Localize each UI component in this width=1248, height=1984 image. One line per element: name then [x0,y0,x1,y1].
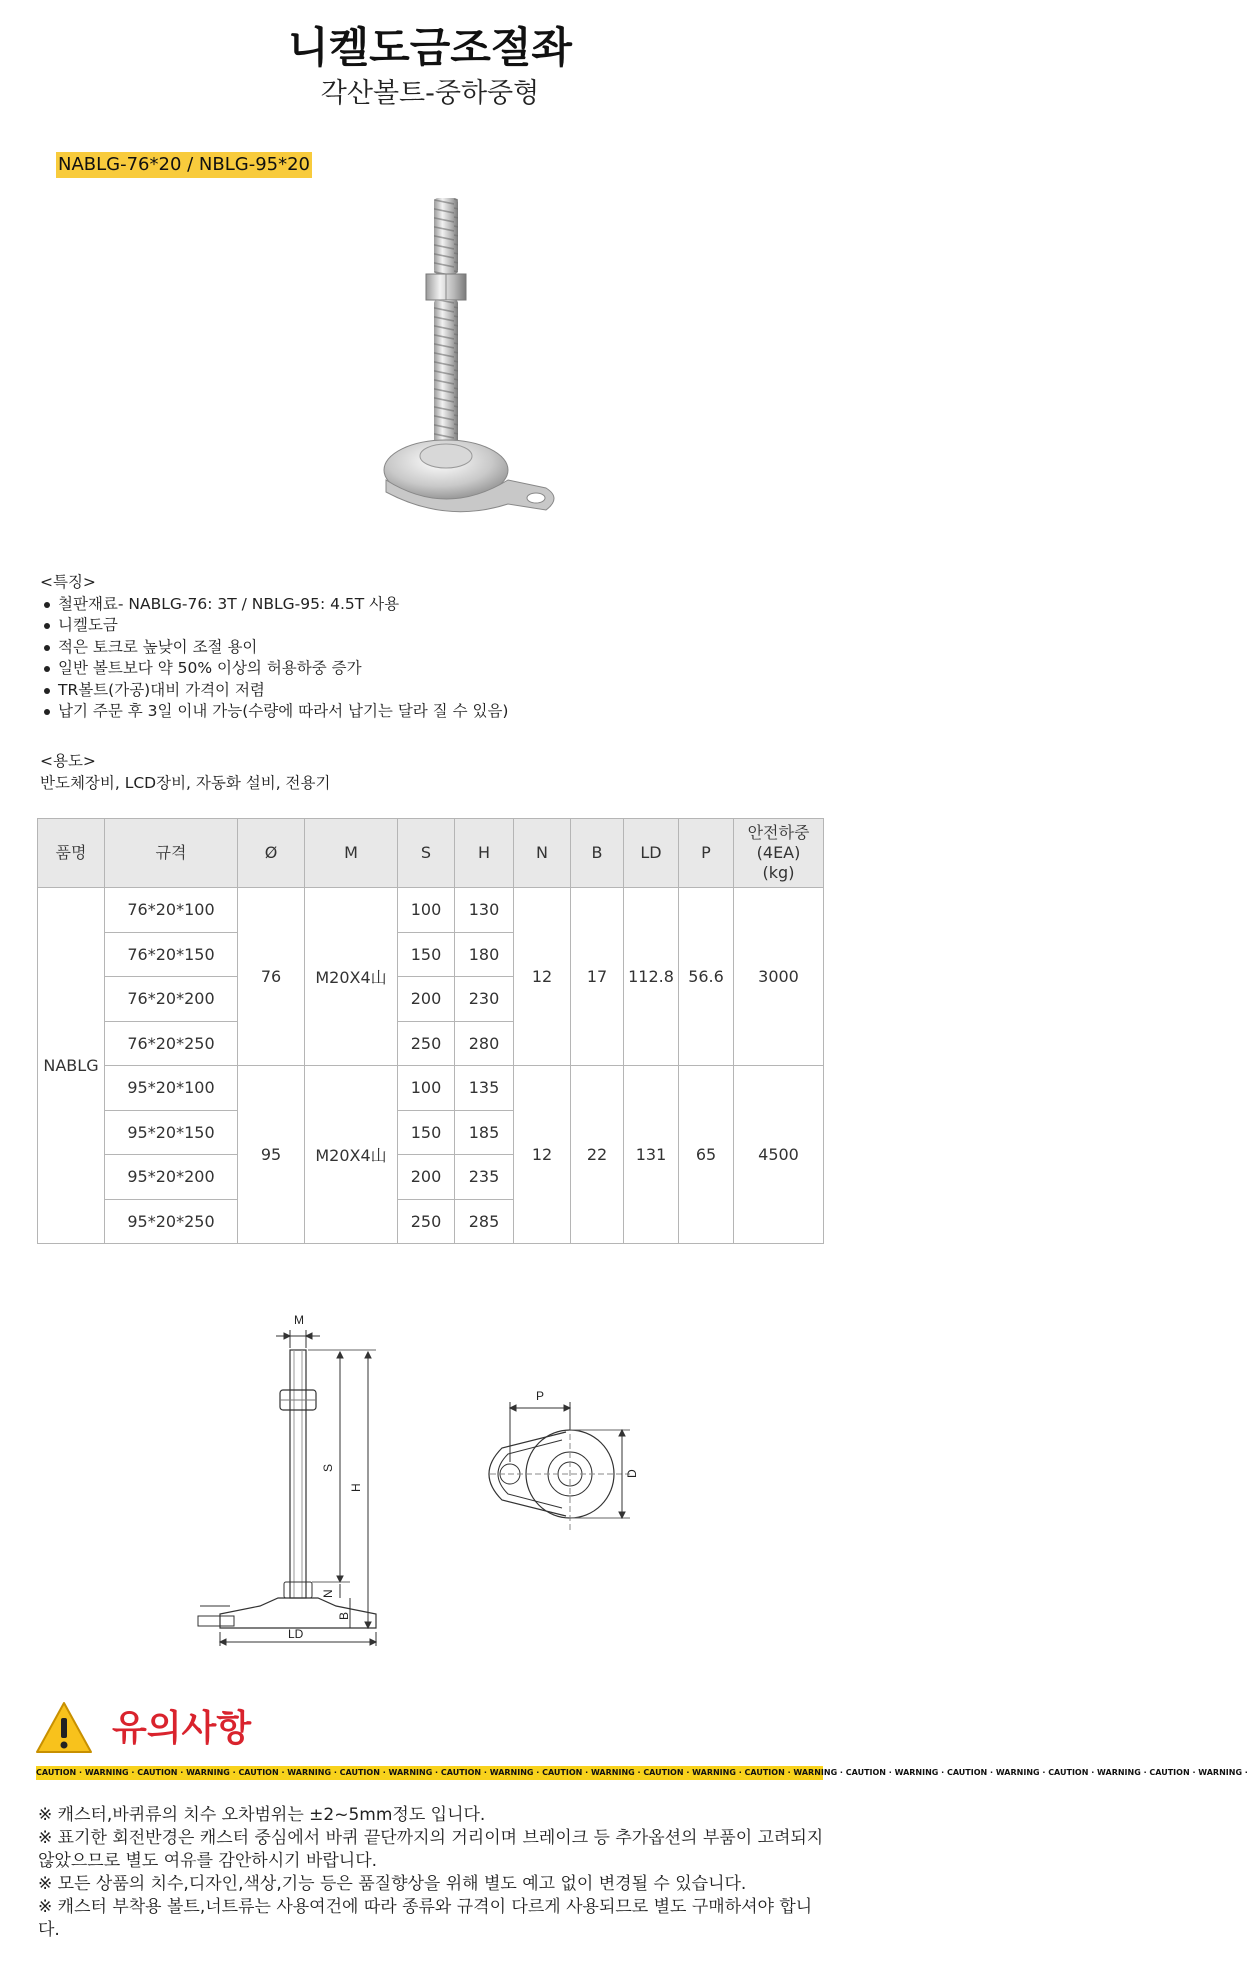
dimension-drawing [190,1292,690,1652]
label-h: H [349,1483,363,1492]
tape-word: WARNING [590,1768,635,1777]
tape-word: CAUTION [744,1768,785,1777]
spec-cell: 95*20*150 [105,1110,238,1155]
ld-cell: 112.8 [624,888,679,1066]
spec-cell: 76*20*250 [105,1021,238,1066]
s-cell: 100 [398,1066,455,1111]
header-cell: H [455,819,514,888]
tape-word: WARNING [1198,1768,1243,1777]
tape-word: WARNING [287,1768,332,1777]
s-cell: 150 [398,1110,455,1155]
s-cell: 250 [398,1199,455,1244]
feature-item: 니켈도금 [40,615,508,637]
usage-heading: <용도> [40,752,96,770]
tape-word: CAUTION [36,1768,77,1777]
caution-note: ※ 캐스터 부착용 볼트,너트류는 사용여건에 따라 종류와 규격이 다르게 사용되므로 별도 구매하셔야 합니다. [38,1897,813,1940]
diameter-cell: 76 [238,888,305,1066]
header-cell-load: 안전하중 (4EA) (kg) [734,819,824,888]
s-cell: 200 [398,1155,455,1200]
p-cell: 56.6 [679,888,734,1066]
h-cell: 180 [455,932,514,977]
tape-word: WARNING [1097,1768,1141,1777]
spec-cell: 76*20*200 [105,977,238,1022]
spec-cell: 95*20*100 [105,1066,238,1111]
header-cell: Ø [238,819,305,888]
tape-word: WARNING [692,1768,736,1777]
tape-word: WARNING [388,1768,433,1777]
feature-item: 철판재료- NABLG-76: 3T / NBLG-95: 4.5T 사용 [40,594,508,616]
tape-word: CAUTION [339,1768,380,1777]
tape-word: WARNING [995,1768,1040,1777]
ld-cell: 131 [624,1066,679,1244]
model-label: NABLG-76*20 / NBLG-95*20 [56,152,312,178]
label-ld: LD [288,1627,304,1641]
tape-word: CAUTION [440,1768,482,1777]
s-cell: 100 [398,888,455,933]
spec-cell: 76*20*150 [105,932,238,977]
m-cell: M20X4山 [305,888,398,1066]
h-cell: 185 [455,1110,514,1155]
product-photo [190,188,670,558]
caution-note: ※ 모든 상품의 치수,디자인,색상,기능 등은 품질향상을 위해 별도 예고 없이 변경될 수 있습니다. [38,1874,747,1894]
h-cell: 280 [455,1021,514,1066]
b-cell: 22 [571,1066,624,1244]
h-cell: 135 [455,1066,514,1111]
caution-tape: CAUTION · WARNING · CAUTION · WARNING · CAUTION · WARNING · CAUTION · WARNING · CAUTION · WARNING · CAUTION · WARNING · CAUTION · WARNING · CAUTION · WARNING · CAUTION · WARNING · CAUTION · WARNING · CAUTION · WARNING · CAUTION · WARNING · [36,1766,823,1780]
usage-text: 반도체장비, LCD장비, 자동화 설비, 전용기 [40,774,331,792]
h-cell: 285 [455,1199,514,1244]
load-cell: 4500 [734,1066,824,1244]
h-cell: 130 [455,888,514,933]
caution-title: 유의사항 [112,1708,252,1749]
product-cell: NABLG [38,888,105,1244]
label-b: B [337,1611,351,1620]
label-n: N [321,1589,335,1598]
features-list [40,594,508,723]
label-d: D [625,1469,639,1478]
n-cell: 12 [514,888,571,1066]
label-p: P [536,1389,545,1403]
tape-word: WARNING [894,1768,939,1777]
caution-note: ※ 캐스터,바퀴류의 치수 오차범위는 ±2~5mm정도 입니다. [38,1805,486,1825]
features-section [40,572,508,723]
tape-word: CAUTION [1048,1768,1089,1777]
tape-word: CAUTION [137,1768,178,1777]
tape-word: CAUTION [542,1768,583,1777]
n-cell: 12 [514,1066,571,1244]
tape-word: CAUTION [643,1768,684,1777]
caution-note: ※ 표기한 회전반경은 캐스터 중심에서 바퀴 끝단까지의 거리이며 브레이크 등 추가옵션의 부품이 고려되지 않았으므로 별도 여유를 감안하시기 바랍니다. [38,1828,824,1871]
load-cell: 3000 [734,888,824,1066]
spec-cell: 95*20*250 [105,1199,238,1244]
p-cell: 65 [679,1066,734,1244]
feature-item: 납기 주문 후 3일 이내 가능(수량에 따라서 납기는 달라 질 수 있음) [40,701,508,723]
caution-notes [38,1804,828,1942]
header-cell: LD [624,819,679,888]
usage-section [40,750,330,794]
page-subtitle: 각산볼트-중하중형 [320,78,540,109]
diameter-cell: 95 [238,1066,305,1244]
label-m: M [294,1313,304,1327]
s-cell: 150 [398,932,455,977]
header-cell: N [514,819,571,888]
header-cell: P [679,819,734,888]
header-cell: S [398,819,455,888]
spec-cell: 95*20*200 [105,1155,238,1200]
m-cell: M20X4山 [305,1066,398,1244]
tape-word: CAUTION [238,1768,279,1777]
b-cell: 17 [571,888,624,1066]
table-row [38,1066,824,1111]
feature-item: TR볼트(가공)대비 가격이 저렴 [40,680,508,702]
header-cell: M [305,819,398,888]
spec-table [37,818,824,1244]
header-cell: 규격 [105,819,238,888]
tape-word: CAUTION [845,1768,886,1777]
tape-word: WARNING [84,1768,129,1777]
tape-word: WARNING [793,1768,838,1777]
spec-cell: 76*20*100 [105,888,238,933]
label-s: S [321,1463,335,1472]
table-row [38,888,824,933]
page-title: 니켈도금조절좌 [287,23,572,72]
header-cell: 품명 [38,819,105,888]
tape-word: CAUTION [1149,1768,1190,1777]
tape-word: WARNING [186,1768,230,1777]
header-cell: B [571,819,624,888]
tape-word: CAUTION [946,1768,988,1777]
s-cell: 200 [398,977,455,1022]
h-cell: 235 [455,1155,514,1200]
feature-item: 적은 토크로 높낮이 조절 용이 [40,637,508,659]
tape-word: WARNING [489,1768,534,1777]
warning-icon [34,1700,94,1756]
h-cell: 230 [455,977,514,1022]
s-cell: 250 [398,1021,455,1066]
table-header-row [38,819,824,888]
feature-item: 일반 볼트보다 약 50% 이상의 허용하중 증가 [40,658,508,680]
features-heading: <특징> [40,573,96,591]
